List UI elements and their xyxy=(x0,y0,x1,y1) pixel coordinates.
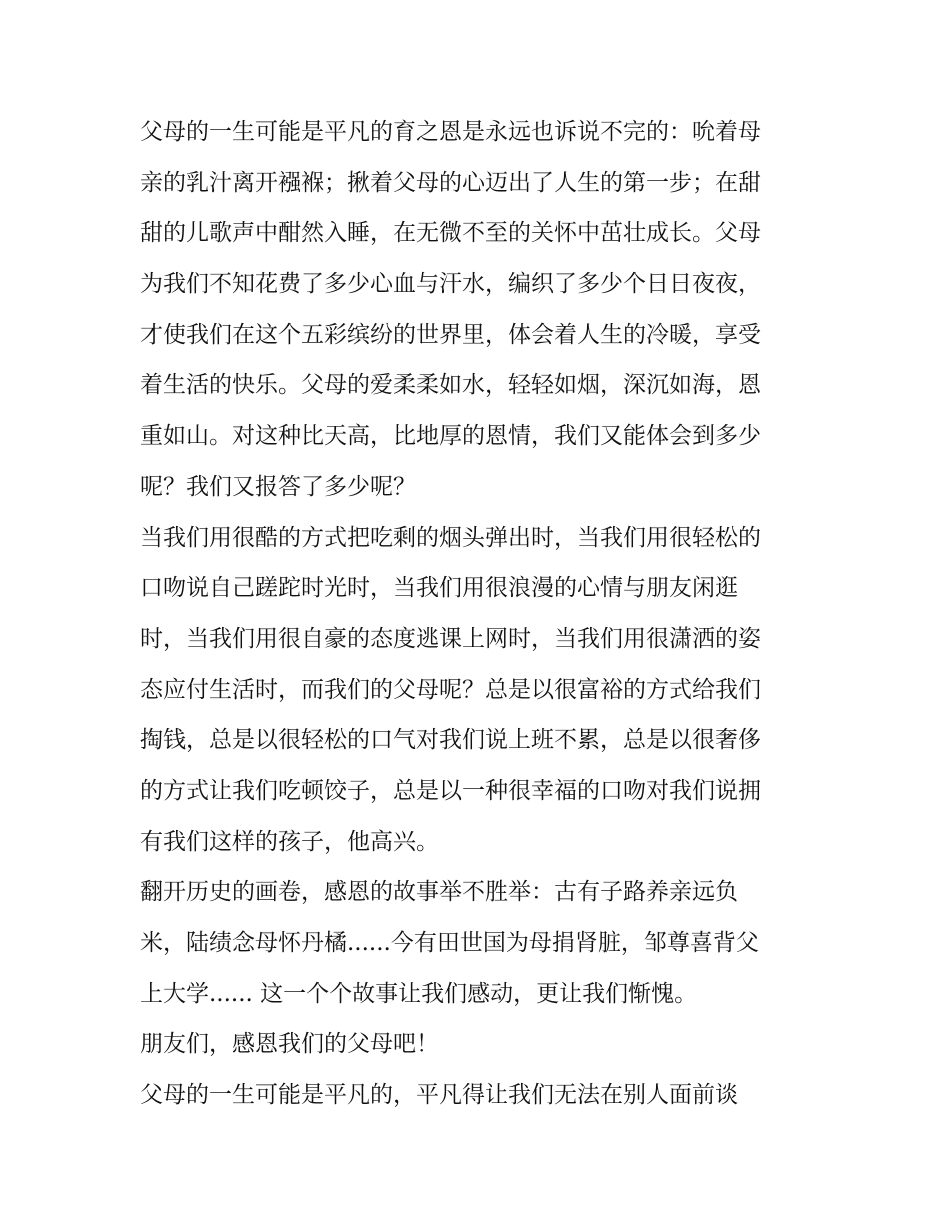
text-line: 掏钱，总是以很轻松的口气对我们说上班不累，总是以很奢侈 xyxy=(140,727,761,754)
text-line: 为我们不知花费了多少心血与汗水，编织了多少个日日夜夜， xyxy=(140,271,761,298)
text-line: 当我们用很酷的方式把吃剩的烟头弹出时，当我们用很轻松的 xyxy=(140,524,761,551)
text-line: 上大学...... 这一个个故事让我们感动，更让我们惭愧。 xyxy=(140,980,698,1007)
text-line: 着生活的快乐。父母的爱柔柔如水，轻轻如烟，深沉如海，恩 xyxy=(140,372,761,399)
text-line: 米，陆绩念母怀丹橘......今有田世国为母捐肾脏，邹尊喜背父 xyxy=(140,930,759,956)
text-line: 才使我们在这个五彩缤纷的世界里，体会着人生的冷暖，享受 xyxy=(140,321,761,348)
text-line: 翻开历史的画卷，感恩的故事举不胜举：古有子路养亲远负 xyxy=(140,879,738,906)
text-line: 呢？我们又报答了多少呢？ xyxy=(140,473,416,500)
text-line: 朋友们，感恩我们的父母吧！ xyxy=(140,1031,439,1058)
text-line: 重如山。对这种比天高，比地厚的恩情，我们又能体会到多少 xyxy=(140,423,761,450)
text-line: 态应付生活时，而我们的父母呢？总是以很富裕的方式给我们 xyxy=(140,676,761,703)
text-line: 父母的一生可能是平凡的，平凡得让我们无法在别人面前谈 xyxy=(140,1082,738,1109)
text-line: 的方式让我们吃顿饺子，总是以一种很幸福的口吻对我们说拥 xyxy=(140,777,761,804)
body-text xyxy=(140,107,830,1121)
text-line: 父母的一生可能是平凡的育之恩是永远也诉说不完的：吮着母 xyxy=(140,119,761,145)
text-line: 时，当我们用很自豪的态度逃课上网时，当我们用很潇洒的姿 xyxy=(140,625,761,652)
text-line: 甜的儿歌声中酣然入睡，在无微不至的关怀中茁壮成长。父母 xyxy=(140,220,761,247)
text-line: 口吻说自己蹉跎时光时，当我们用很浪漫的心情与朋友闲逛 xyxy=(140,575,738,602)
text-line: 有我们这样的孩子，他高兴。 xyxy=(140,828,439,855)
text-line: 亲的乳汁离开襁褓；揪着父母的心迈出了人生的第一步；在甜 xyxy=(140,169,761,196)
